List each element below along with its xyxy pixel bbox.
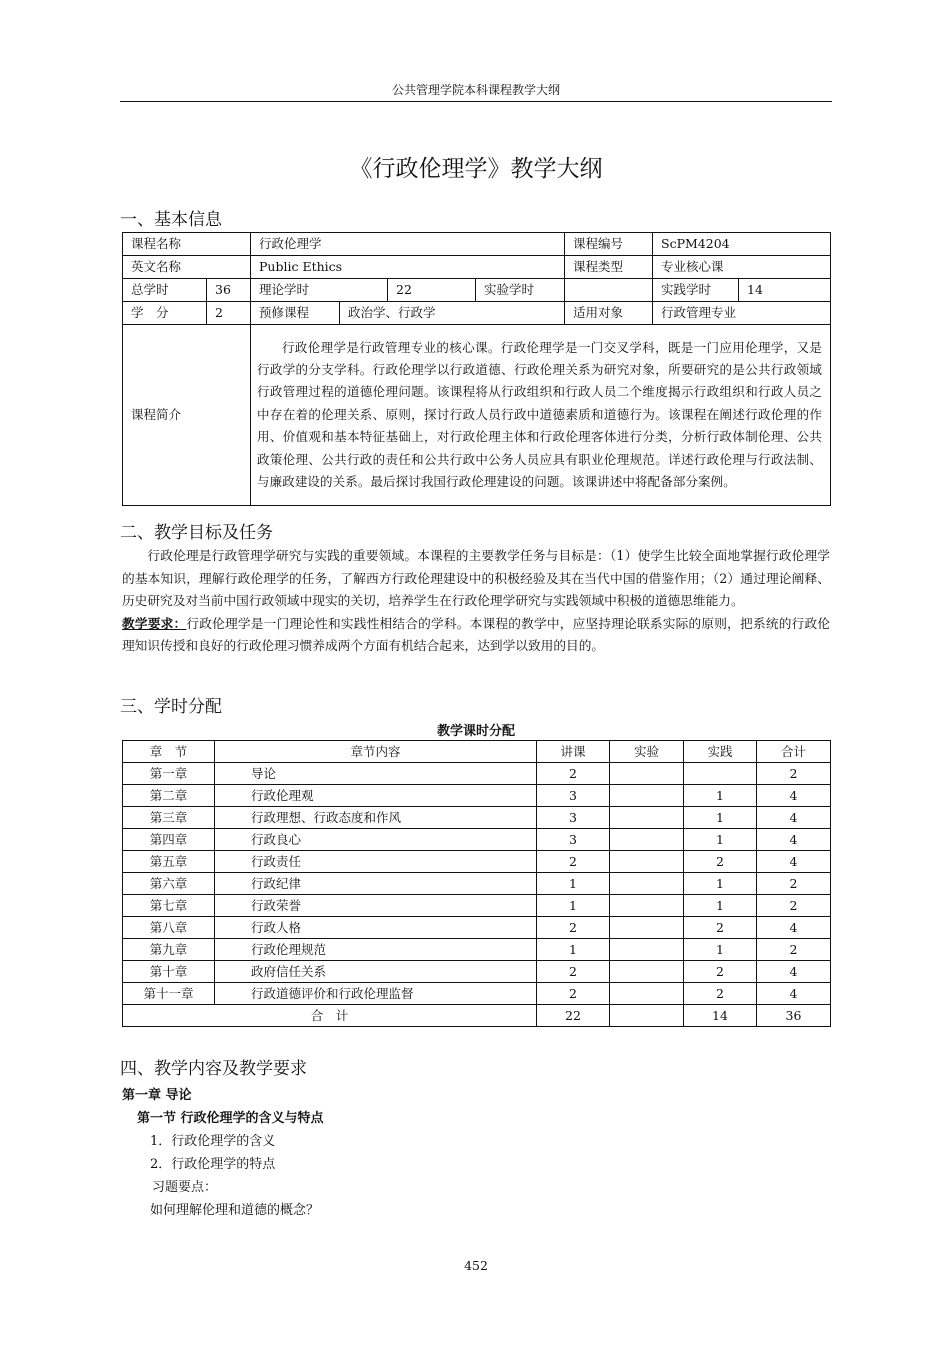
table-row: [123, 983, 831, 1005]
chapter-cell: 第七章: [123, 895, 215, 917]
chapter-cell: 第九章: [123, 939, 215, 961]
course-code-label: 课程编号: [565, 233, 653, 256]
chapter-content-cell: 行政伦理观: [215, 785, 537, 807]
column-header: 合计: [757, 741, 831, 763]
table-row: [123, 829, 831, 851]
hours-cell: 3: [537, 785, 610, 807]
hours-cell: 4: [757, 785, 831, 807]
practice-hours-label: 实践学时: [653, 279, 739, 302]
audience-value: 行政管理专业: [653, 302, 831, 325]
chapter-content-cell: 导论: [215, 763, 537, 785]
total-hours-label: 总学时: [123, 279, 207, 302]
hours-cell: [610, 785, 684, 807]
hours-cell: 2: [537, 851, 610, 873]
chapter-content-cell: 行政良心: [215, 829, 537, 851]
hours-cell: 1: [684, 873, 757, 895]
hours-cell: 2: [684, 917, 757, 939]
hours-table-caption: 教学课时分配: [436, 724, 515, 739]
hours-cell: [610, 961, 684, 983]
table-row: [123, 233, 831, 256]
table-row: [123, 917, 831, 939]
chapter-cell: 第六章: [123, 873, 215, 895]
chapter-content-cell: 行政人格: [215, 917, 537, 939]
hours-cell: 2: [757, 895, 831, 917]
hours-cell: 1: [684, 785, 757, 807]
hours-cell: 2: [537, 917, 610, 939]
table-row: [123, 279, 831, 302]
requirements-text: 行政伦理学是一门理论性和实践性相结合的学科。本课程的教学中，应坚持理论联系实际的原则，把系统的行政伦理知识传授和良好的行政伦理习惯养成两个方面有机结合起来，达到学以致用的目的。: [122, 615, 831, 653]
total-label: 合 计: [123, 1005, 537, 1027]
hours-cell: [610, 829, 684, 851]
hours-cell: [610, 895, 684, 917]
theory-hours-label: 理论学时: [251, 279, 388, 302]
hours-cell: 1: [537, 939, 610, 961]
course-type-label: 课程类型: [565, 256, 653, 279]
column-header: 章节内容: [215, 741, 537, 763]
section-heading-basic-info: 一、基本信息: [120, 210, 222, 230]
intro-label: 课程简介: [123, 325, 251, 506]
hours-cell: [610, 807, 684, 829]
requirements-label: 教学要求：: [122, 615, 187, 631]
table-header-row: [123, 741, 831, 763]
hours-cell: 4: [757, 829, 831, 851]
course-type-value: 专业核心课: [653, 256, 831, 279]
table-total-row: [123, 1005, 831, 1027]
chapter-content-cell: 行政责任: [215, 851, 537, 873]
chapter-cell: 第十章: [123, 961, 215, 983]
credits-label: 学 分: [123, 302, 207, 325]
table-row: [123, 961, 831, 983]
chapter-cell: 第十一章: [123, 983, 215, 1005]
column-header: 章 节: [123, 741, 215, 763]
hours-cell: 1: [537, 873, 610, 895]
exercise-label: 习题要点：: [152, 1180, 218, 1195]
total-sum: 36: [757, 1005, 831, 1027]
chapter-cell: 第三章: [123, 807, 215, 829]
hours-cell: [610, 917, 684, 939]
hours-cell: 1: [537, 895, 610, 917]
english-name-label: 英文名称: [123, 256, 251, 279]
hours-cell: 3: [537, 807, 610, 829]
audience-label: 适用对象: [565, 302, 653, 325]
hours-cell: 2: [757, 873, 831, 895]
table-row: [123, 763, 831, 785]
table-row: [123, 785, 831, 807]
document-title: 《行政伦理学》教学大纲: [349, 156, 603, 182]
hours-cell: 2: [684, 851, 757, 873]
chapter-content-cell: 行政荣誉: [215, 895, 537, 917]
hours-cell: 2: [537, 983, 610, 1005]
table-row: [123, 873, 831, 895]
hours-cell: [610, 873, 684, 895]
hours-cell: 2: [684, 983, 757, 1005]
basic-info-table: [122, 232, 831, 506]
table-row: [123, 851, 831, 873]
hours-cell: 1: [684, 939, 757, 961]
table-row: [123, 895, 831, 917]
hours-cell: 3: [537, 829, 610, 851]
chapter-cell: 第五章: [123, 851, 215, 873]
chapter-content-cell: 行政伦理规范: [215, 939, 537, 961]
lab-hours-value: [565, 279, 653, 302]
hours-cell: [610, 851, 684, 873]
column-header: 实践: [684, 741, 757, 763]
hours-table-body: [123, 763, 831, 1005]
running-header: 公共管理学院本科课程教学大纲: [391, 83, 560, 97]
hours-cell: 2: [757, 763, 831, 785]
hours-cell: 4: [757, 983, 831, 1005]
table-row: [123, 302, 831, 325]
hours-cell: [610, 763, 684, 785]
theory-hours-value: 22: [388, 279, 476, 302]
section-heading-hours: 三、学时分配: [120, 697, 222, 717]
lab-hours-label: 实验学时: [476, 279, 565, 302]
header-rule: [120, 101, 832, 102]
hours-cell: 2: [537, 961, 610, 983]
section-heading-objectives: 二、教学目标及任务: [120, 523, 273, 543]
section-heading-content: 四、教学内容及教学要求: [120, 1059, 307, 1079]
chapter-content-cell: 行政道德评价和行政伦理监督: [215, 983, 537, 1005]
hours-cell: 1: [684, 829, 757, 851]
hours-cell: [610, 939, 684, 961]
total-hours-value: 36: [207, 279, 251, 302]
course-name-label: 课程名称: [123, 233, 251, 256]
chapter-cell: 第四章: [123, 829, 215, 851]
hours-cell: 4: [757, 961, 831, 983]
objectives-block: [122, 545, 830, 658]
total-lab: [610, 1005, 684, 1027]
column-header: 实验: [610, 741, 684, 763]
credits-value: 2: [207, 302, 251, 325]
table-row: [123, 939, 831, 961]
chapter-heading: 第一章 导论: [122, 1088, 192, 1103]
chapter-cell: 第八章: [123, 917, 215, 939]
english-name-value: Public Ethics: [251, 256, 565, 279]
total-practice: 14: [684, 1005, 757, 1027]
hours-cell: 2: [757, 939, 831, 961]
hours-cell: 4: [757, 917, 831, 939]
intro-text: 行政伦理学是行政管理专业的核心课。行政伦理学是一门交叉学科，既是一门应用伦理学，又是行政学的分支学科。行政伦理学以行政道德、行政伦理关系为研究对象，所要研究的是公共行政领域行政管理过程的道德伦理问题。该课程将从行政组织和行政人员二个维度揭示行政组织和行政人员之中存在着的伦理关系、原则，探讨行政人员行政中道德素质和道德行为。该课程在阐述行政伦理的作用、价值观和基本特征基础上，对行政伦理主体和行政伦理客体进行分类，分析行政体制伦理、公共政策伦理、公共行政的责任和公共行政中公务人员应具有职业伦理规范。详述行政伦理与行政法制、与廉政建设的关系。最后探讨我国行政伦理建设的问题。该课讲述中将配备部分案例。: [257, 339, 823, 490]
hours-cell: 2: [537, 763, 610, 785]
hours-cell: 2: [684, 961, 757, 983]
hours-cell: 1: [684, 807, 757, 829]
table-row: [123, 325, 831, 506]
hours-table: [122, 740, 831, 1027]
hours-cell: 1: [684, 895, 757, 917]
chapter-cell: 第二章: [123, 785, 215, 807]
table-row: [123, 256, 831, 279]
hours-cell: 4: [757, 807, 831, 829]
table-row: [123, 807, 831, 829]
course-code-value: ScPM4204: [653, 233, 831, 256]
chapter-content-cell: 政府信任关系: [215, 961, 537, 983]
chapter-cell: 第一章: [123, 763, 215, 785]
hours-cell: 4: [757, 851, 831, 873]
chapter-content-cell: 行政理想、行政态度和作风: [215, 807, 537, 829]
course-name-value: 行政伦理学: [251, 233, 565, 256]
hours-cell: [684, 763, 757, 785]
column-header: 讲课: [537, 741, 610, 763]
intro-cell: [251, 325, 831, 506]
total-lecture: 22: [537, 1005, 610, 1027]
exercise-text: 如何理解伦理和道德的概念？: [150, 1203, 320, 1218]
list-item: 2．行政伦理学的特点: [150, 1157, 276, 1172]
practice-hours-value: 14: [739, 279, 831, 302]
chapter-content-cell: 行政纪律: [215, 873, 537, 895]
section-title: 第一节 行政伦理学的含义与特点: [137, 1111, 324, 1126]
page-number: 452: [464, 1258, 488, 1273]
prereq-value: 政治学、行政学: [340, 302, 565, 325]
hours-cell: [610, 983, 684, 1005]
objectives-paragraph: 行政伦理是行政管理学研究与实践的重要领域。本课程的主要教学任务与目标是：（1）使学生比较全面地掌握行政伦理学的基本知识，理解行政伦理学的任务，了解西方行政伦理建设中的积极经验及其在当代中国的借鉴作用；（2）通过理论阐释、历史研究及对当前中国行政领域中现实的关切，培养学生在行政伦理学研究与实践领域中积极的道德思维能力。: [122, 548, 831, 608]
list-item: 1．行政伦理学的含义: [150, 1134, 276, 1149]
prereq-label: 预修课程: [251, 302, 340, 325]
